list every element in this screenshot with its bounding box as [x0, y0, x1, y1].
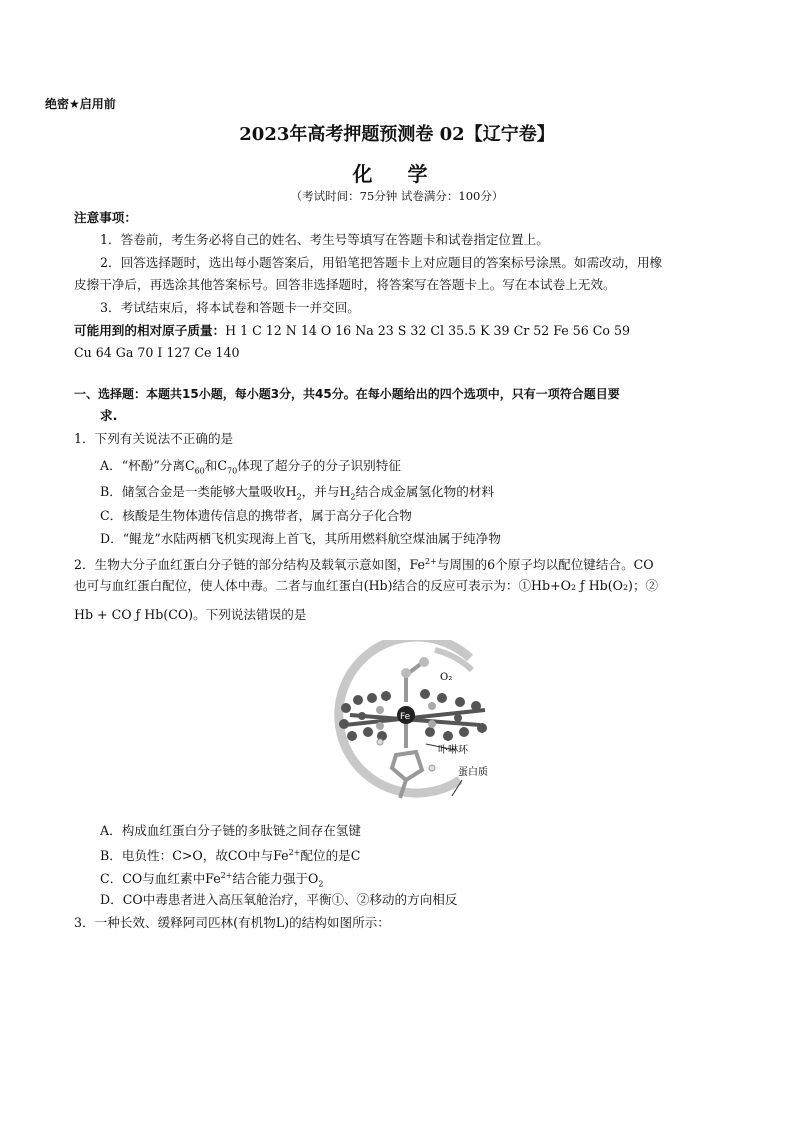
question-3-stem: 3．一种长效、缓释阿司匹林(有机物L)的结构如图所示： — [74, 915, 390, 930]
atomic-mass-label: 可能用到的相对原子质量： — [74, 323, 226, 338]
exam-info: （考试时间：75分钟 试卷满分：100分） — [290, 189, 504, 203]
fe-label: Fe — [400, 712, 411, 722]
confidential-mark: 绝密★启用前 — [45, 97, 116, 111]
note-item: 3．考试结束后，将本试卷和答题卡一并交回。 — [100, 300, 360, 315]
exam-title: 2023年高考押题预测卷 02【辽宁卷】 — [239, 124, 555, 145]
question-2-stem-2: 也可与血红蛋白配位，使人体中毒。二者与血红蛋白(Hb)结合的反应可表示为：①Hb+O₂ ƒ Hb(O₂)；② — [74, 578, 659, 593]
question-2-stem: 2．生物大分子血红蛋白分子链的部分结构及载氧示意如图，$Fe^{2+}$与周围的6个原子均以配位键结合。CO — [74, 557, 654, 573]
q2-option-d: D．CO中毒患者进入高压氧舱治疗，平衡①、②移动的方向相反 — [100, 892, 458, 907]
porphyrin-label: 卟啉环 — [438, 745, 468, 756]
atomic-mass-line — [74, 320, 630, 342]
hemoglobin-diagram — [300, 640, 525, 810]
notes-heading: 注意事项： — [74, 210, 137, 225]
question-2-stem-3: Hb + CO ƒ Hb(CO)。下列说法错误的是 — [74, 607, 307, 622]
note-item: 皮擦干净后，再选涂其他答案标号。回答非选择题时，将答案写在答题卡上。写在本试卷上无效。 — [74, 277, 616, 292]
q1-option-c: C．核酸是生物体遗传信息的携带者，属于高分子化合物 — [100, 508, 412, 523]
q2-option-c: C．CO与血红素中$Fe^{2+}$结合能力强于$O_2$ — [100, 871, 324, 889]
section-heading-cont: 求. — [100, 408, 118, 423]
o-atom — [419, 657, 429, 667]
protein-label: 蛋白质 — [458, 767, 488, 778]
section-heading: 一、选择题：本题共15小题，每小题3分，共45分。在每小题给出的四个选项中，只有一项符合题目要 — [74, 387, 620, 401]
atomic-mass-values: H 1 C 12 N 14 O 16 Na 23 S 32 Cl 35.5 K 39 Cr 52 Fe 56 Co 59 — [225, 323, 631, 338]
subject-title: 化 学 — [352, 162, 442, 186]
atomic-mass-values-2: Cu 64 Ga 70 I 127 Ce 140 — [74, 345, 240, 360]
note-item: 1．答卷前，考生务必将自己的姓名、考生号等填写在答题卡和试卷指定位置上。 — [100, 232, 549, 247]
q1-option-d: D．“鲲龙”水陆两栖飞机实现海上首飞，其所用燃料航空煤油属于纯净物 — [100, 531, 501, 546]
q2-option-a: A．构成血红蛋白分子链的多肽链之间存在氢键 — [100, 823, 361, 838]
o2-label: O₂ — [440, 672, 453, 683]
q2-option-b: B．电负性：C>O，故CO中与$Fe^{2+}$配位的是C — [100, 848, 361, 864]
q1-option-a: A．“杯酚”分离$C_{60}$和$C_{70}$体现了超分子的分子识别特征 — [100, 458, 401, 476]
question-1-stem: 1．下列有关说法不正确的是 — [74, 431, 234, 446]
q1-option-b: B．储氢合金是一类能够大量吸收$H_2$，并与$H_2$结合成金属氢化物的材料 — [100, 484, 495, 502]
note-item: 2．回答选择题时，选出每小题答案后，用铅笔把答题卡上对应题目的答案标号涂黑。如需改动，用橡 — [100, 255, 663, 270]
o-atom — [401, 668, 411, 678]
imidazole-ring — [392, 752, 422, 780]
